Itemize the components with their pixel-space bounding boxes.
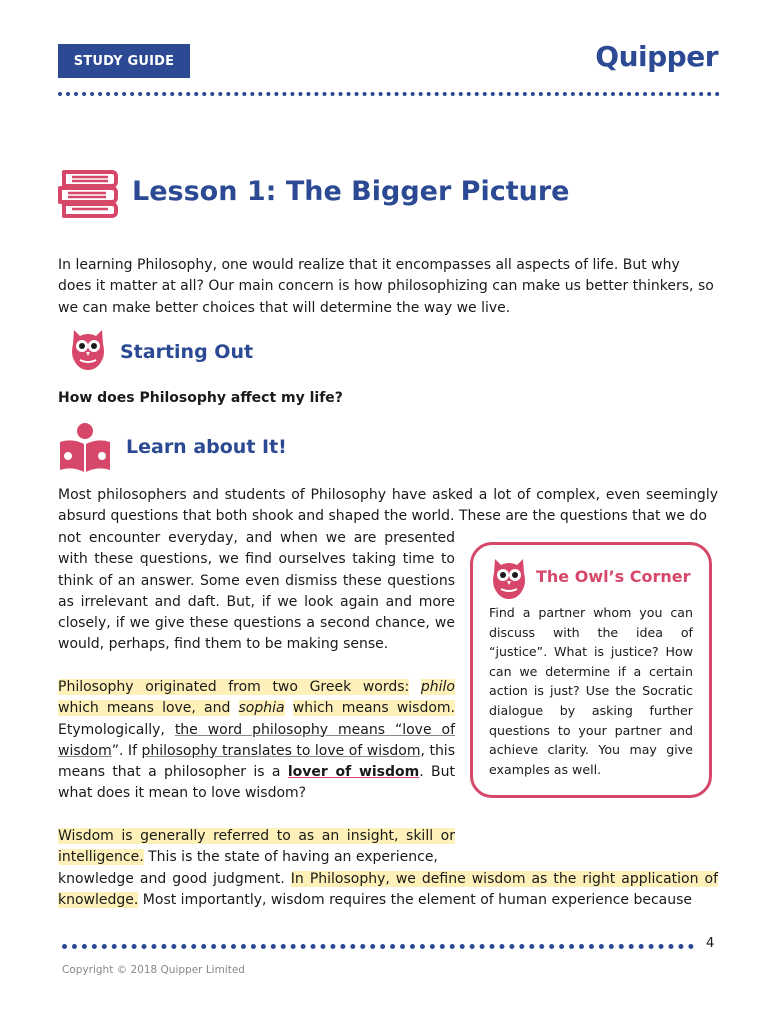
plain-text: Etymologically, bbox=[58, 721, 165, 738]
bold-term: lover of wisdom bbox=[287, 764, 420, 781]
underlined-text: the word philosophy means “love of wisdom bbox=[58, 721, 456, 759]
greek-word-sophia: sophia bbox=[238, 700, 285, 717]
plain-text: This is the state of having an experience, bbox=[148, 849, 438, 866]
starting-out-title: Starting Out bbox=[120, 341, 254, 363]
plain-text: . But what does it mean to love wisdom? bbox=[58, 764, 455, 802]
owls-corner-callout bbox=[470, 542, 712, 798]
greek-word-philo: philo bbox=[420, 679, 455, 695]
highlight-text: Wisdom is generally referred to as an insight, skill or intelligence. bbox=[58, 828, 455, 866]
owl-icon bbox=[491, 557, 527, 605]
page-number: 4 bbox=[706, 936, 715, 951]
learn-paragraph-3-continued bbox=[58, 869, 718, 912]
owl-icon bbox=[70, 328, 106, 376]
lesson-title: Lesson 1: The Bigger Picture bbox=[132, 176, 570, 207]
highlight-text: Philosophy originated from two Greek words bbox=[58, 679, 405, 695]
owls-corner-title: The Owl’s Corner bbox=[536, 567, 691, 586]
underlined-text: philosophy translates to love of wisdom bbox=[141, 742, 421, 759]
study-guide-badge: STUDY GUIDE bbox=[58, 44, 190, 78]
learn-paragraph-2 bbox=[58, 677, 455, 805]
highlight-text: which means wisdom. bbox=[292, 700, 456, 717]
highlight-text: : bbox=[404, 679, 410, 695]
learn-paragraph-3 bbox=[58, 826, 455, 869]
plain-text: , this means that a philosopher is a bbox=[58, 742, 455, 781]
copyright-notice: Copyright © 2018 Quipper Limited bbox=[62, 964, 245, 976]
reading-person-icon bbox=[58, 422, 112, 478]
starting-question: How does Philosophy affect my life? bbox=[58, 390, 343, 406]
highlight-text: which means love, and bbox=[58, 700, 231, 717]
footer-divider bbox=[62, 944, 694, 949]
plain-text: Most importantly, wisdom requires the element of human experience because bbox=[142, 892, 693, 909]
plain-text: ”. If bbox=[111, 742, 137, 759]
header-divider bbox=[58, 92, 720, 96]
plain-text: knowledge and good judgment. bbox=[58, 871, 285, 887]
lesson-intro: In learning Philosophy, one would realize that it encompasses all aspects of life. But why does it matter at all? Our main concern is how philosophizing can make us better thinkers, so we can make better choices that will determine the way we live. bbox=[58, 257, 714, 316]
learn-paragraph-1: Most philosophers and students of Philosophy have asked a lot of complex, even seemingly absurd questions that both shook and shaped the world. These are the questions that we do bbox=[58, 487, 718, 525]
learn-about-it-title: Learn about It! bbox=[126, 436, 287, 458]
highlight-text: In Philosophy, we define wisdom as the right application of knowledge. bbox=[58, 871, 718, 909]
owls-corner-body: Find a partner whom you can discuss with the idea of “justice”. What is justice? How can we determine if a certain action is just? Use the Socratic dialogue by asking further questions to your partner and achieve clarity. You may give examples as well. bbox=[489, 605, 693, 777]
learn-paragraph-1-continued: not encounter everyday, and when we are presented with these questions, we find ourselves taking time to think of an answer. Some even dismiss these questions as irrelevant and daft. But, if we look again and more closely, if we give these questions a second chance, we would, perhaps, find them to be making sense. bbox=[58, 530, 455, 653]
quipper-logo: Quipper bbox=[595, 40, 718, 73]
stack-of-books-icon bbox=[56, 164, 122, 224]
